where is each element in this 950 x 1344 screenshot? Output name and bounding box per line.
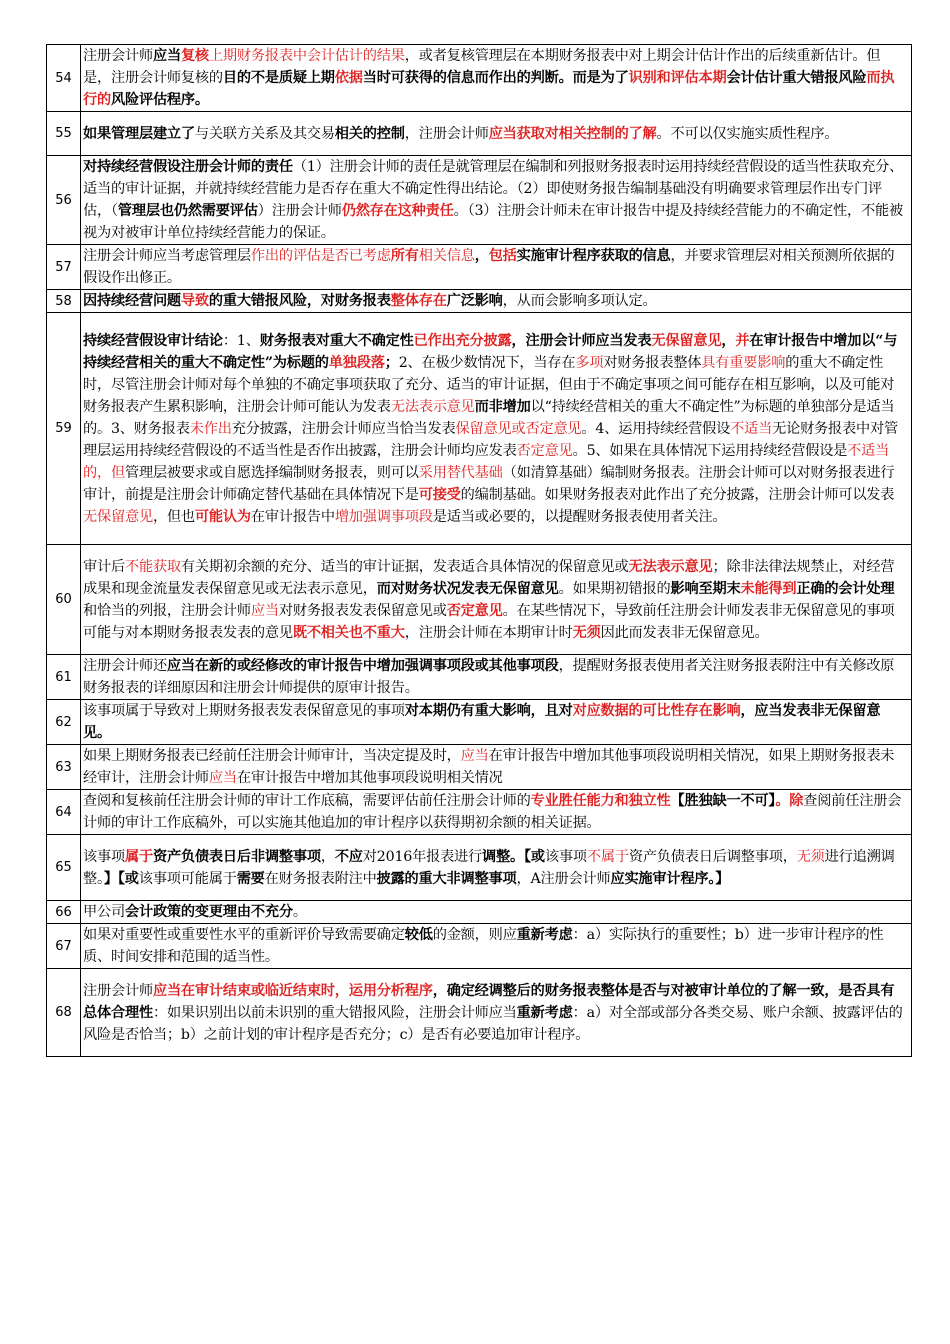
emphasis-text: 多项 (575, 354, 604, 371)
emphasis-text: 会计政策的变更理由不充分 (124, 904, 293, 920)
table-row (47, 835, 912, 901)
row-text (81, 700, 912, 745)
text-segment: 甲公司 (83, 904, 125, 920)
emphasis-text: 可能认为 (194, 508, 251, 525)
text-segment: 的重大不确定性时，尽管注册会计师对每个单独的不确定事项获取了充分、适当的审计证据，但由于不确定事项之间可能存在相互影响，以及可能对财务报表产生累积影响，注册会计师可能认为发表 (83, 354, 895, 415)
emphasis-text: 需要 (236, 870, 265, 887)
text-segment: 对财务报表整体 (603, 354, 702, 371)
emphasis-text: 。除 (775, 793, 804, 809)
emphasis-text: 不属于 (586, 848, 629, 865)
text-segment: 审计后 (83, 558, 125, 575)
emphasis-text: 无法表示意见 (628, 558, 713, 575)
text-segment: 该事项 (544, 848, 587, 865)
emphasis-text: 增加强调事项段 (334, 508, 433, 525)
row-text (81, 835, 912, 901)
text-segment: 。在某些情况下，导致前任注册会计师发表非无保留意见的事项可能与对本期财务报表发表的意见 (83, 602, 895, 641)
row-text (81, 545, 912, 655)
text-segment: 2、在极少数情况下，当存在 (398, 354, 576, 371)
row-number: 57 (47, 245, 81, 290)
emphasis-text: 【胜独缺一不可】 (670, 793, 776, 809)
row-text-content (83, 655, 908, 699)
row-number: 54 (47, 45, 81, 112)
emphasis-text: 调整 (482, 848, 511, 865)
row-text (81, 790, 912, 835)
row-text-content (83, 846, 908, 890)
row-text (81, 924, 912, 969)
emphasis-text: 风险评估程序。 (110, 92, 209, 108)
text-segment: ，但也 (152, 508, 195, 525)
emphasis-text: 当时可获得的信息而作出的判断。 (362, 70, 573, 86)
emphasis-text: ， (721, 332, 736, 349)
row-text (81, 156, 912, 245)
text-segment: 。 (292, 904, 307, 920)
text-segment: ， (320, 848, 335, 865)
text-segment: ，注册会计师在本期审计时 (404, 624, 573, 641)
emphasis-text: 而是为了 (572, 70, 629, 86)
emphasis-text: 如果管理层建立了 (83, 125, 195, 142)
emphasis-text: 对持续经营假设注册会计师的责任 (83, 159, 293, 175)
emphasis-text: 会计估计重大错报风险 (726, 70, 867, 86)
emphasis-text: 不应 (334, 848, 363, 865)
emphasis-text: 较低 (404, 927, 433, 943)
row-number: 68 (47, 969, 81, 1057)
text-segment: ，注册会计师 (404, 125, 489, 142)
emphasis-text: 保留意见或否定意见 (455, 420, 582, 437)
emphasis-text: 否定意见 (446, 602, 503, 619)
row-text-content (83, 330, 908, 528)
emphasis-text: ； (384, 354, 399, 371)
emphasis-text: 所有 (390, 248, 419, 264)
table-row (47, 924, 912, 969)
emphasis-text: 作出的评估是否已考虑 (250, 248, 391, 264)
text-segment: ，提醒财务报表使用者关注财务报表附注中有关修改原财务报表的详细原因和注册会计师提供的原审计报告。 (83, 658, 895, 696)
text-segment: 有关期初余额的充分、适当的审计证据，发表适合具体情况的保留意见或 (180, 558, 629, 575)
text-segment: ；除非法律法规禁止，对经营成果和现金流量发表保留意见或无法表示意见， (83, 558, 895, 597)
emphasis-text: 专业胜任能力和独立性 (530, 793, 671, 809)
table-row (47, 655, 912, 700)
text-segment: ，从而会影响多项认定。 (502, 293, 657, 309)
emphasis-text: 因持续经营问题 (83, 293, 181, 309)
emphasis-text: 而对财务状况发表无保留意见 (376, 580, 559, 597)
emphasis-text: 无须 (572, 624, 601, 641)
emphasis-text: 对应数据的可比性存在影响 (572, 703, 741, 719)
emphasis-text: 的重大错报风险，对财务报表 (208, 293, 391, 309)
text-segment: 在审计报告中增加其他事项段说明相关情况，如果上期财务报表未经审计，注册会计师 (83, 748, 895, 786)
row-number: 64 (47, 790, 81, 835)
table-row (47, 313, 912, 545)
emphasis-text: 披露的重大非调整事项 (376, 870, 517, 887)
row-text (81, 112, 912, 156)
emphasis-text: 无保留意见 (83, 508, 153, 525)
emphasis-text: 重新考虑 (516, 927, 573, 943)
emphasis-text: 既不相关也不重大 (292, 624, 405, 641)
table-row (47, 969, 912, 1057)
row-number: 59 (47, 313, 81, 545)
text-segment: 在审计报告中增加其他事项段说明相关情况 (236, 770, 503, 786)
emphasis-text: 并 (735, 332, 750, 349)
text-segment: ，并要求管理层对相关预测所依据的假设作出修正。 (83, 248, 895, 286)
row-number: 55 (47, 112, 81, 156)
text-segment: 注册会计师还 (83, 658, 167, 674)
text-segment: ，A注册会计师 (516, 870, 611, 887)
emphasis-text: 】【或 (103, 870, 139, 887)
row-text (81, 245, 912, 290)
emphasis-text: 管理层也仍然需要评估 (117, 203, 258, 219)
emphasis-text: 广泛影响 (446, 293, 503, 309)
text-segment: 管理层被要求或自愿选择编制财务报表，则可以 (124, 464, 419, 481)
table-row (47, 545, 912, 655)
text-segment: 注册会计师 (83, 48, 153, 64)
emphasis-text: 应当在审计结束或临近结束时，运用分析程序 (152, 982, 433, 999)
emphasis-text: 重新考虑 (516, 1004, 573, 1021)
row-text-content (83, 45, 908, 111)
row-number: 58 (47, 290, 81, 313)
text-segment: 对2016年报表进行 (362, 848, 483, 865)
row-number: 60 (47, 545, 81, 655)
table-row (47, 901, 912, 924)
table-row (47, 290, 912, 313)
text-segment: 是适当或必要的，以提醒财务报表使用者关注。 (432, 508, 727, 525)
row-text-content (83, 790, 908, 834)
text-segment: 注册会计师应当考虑管理层 (83, 248, 251, 264)
table-row (47, 700, 912, 745)
text-segment: 。（3）注册会计师未在审计报告中提及持续经营能力的不确定性，不能被视为对被审计单位持续经营能力的保证。 (83, 203, 903, 241)
row-number: 63 (47, 745, 81, 790)
row-text-content (83, 123, 908, 145)
emphasis-text: 无须 (796, 848, 825, 865)
text-segment: （1）注册会计师的责任是就管理层在编制和列报财务报表时运用持续经营假设的适当性获取充分、适当的审计证据，并就持续经营能力是否存在重大不确定性得出结论。（2）即使财务报告编制基础没有明确要求管理层作出专门评估，（ (83, 159, 904, 219)
text-segment: 。不可以仅实施实质性程序。 (656, 125, 839, 142)
table-row (47, 156, 912, 245)
row-number: 56 (47, 156, 81, 245)
emphasis-text: 依据 (334, 70, 363, 86)
emphasis-text: 。】 (708, 870, 730, 887)
text-segment: 。5、如果在具体情况下运用持续经营假设是 (572, 442, 848, 459)
text-segment: 在财务报表附注中 (264, 870, 377, 887)
emphasis-text: 可接受 (418, 486, 461, 503)
row-text-content (83, 901, 908, 923)
row-number: 61 (47, 655, 81, 700)
emphasis-text: 实施审计程序获取的信息 (516, 248, 671, 264)
row-text (81, 290, 912, 313)
emphasis-text: 识别和评估本期 (628, 70, 727, 86)
emphasis-text: 应实施审计程序 (610, 870, 709, 887)
notes-table (46, 44, 912, 1057)
text-segment: ：1、 (222, 332, 260, 349)
row-text-content (83, 290, 908, 312)
row-text (81, 901, 912, 924)
emphasis-text: 应当获取对相关控制的了解 (488, 125, 657, 142)
emphasis-text: 资产负债表日后非调整事项 (152, 848, 321, 865)
emphasis-text: 应当 (152, 48, 181, 64)
row-text-content (83, 245, 908, 289)
emphasis-text: 采用替代基础 (418, 464, 503, 481)
emphasis-text: 而执行的 (83, 70, 895, 108)
emphasis-text: 属于 (124, 848, 153, 865)
text-segment: 。4、运用持续经营假设 (581, 420, 731, 437)
emphasis-text: 无法表示意见 (390, 398, 475, 415)
row-text (81, 45, 912, 112)
emphasis-text: 应当 (460, 748, 489, 764)
row-number: 67 (47, 924, 81, 969)
text-segment: 的编制基础。如果财务报表对此作出了充分披露，注册会计师可以发表 (460, 486, 895, 503)
row-text (81, 655, 912, 700)
emphasis-text: 仍然存在这种责任 (341, 203, 454, 219)
text-segment: ：a）对全部或部分各类交易、账户余额、披露评估的风险是否恰当；b）之前计划的审计程序是否充分；c）是否有必要追加审计程序。 (83, 1004, 903, 1043)
emphasis-text: 相关的控制 (334, 125, 405, 142)
text-segment: 与关联方关系及其交易 (194, 125, 335, 142)
emphasis-text: 不能获取 (124, 558, 181, 575)
text-segment: ）注册会计师 (257, 203, 342, 219)
text-segment: ：如果识别出以前未识别的重大错报风险，注册会计师应当 (152, 1004, 517, 1021)
text-segment: 查阅前任注册会计师的审计工作底稿外，可以实施其他追加的审计程序以获得期初余额的相关证据。 (83, 793, 902, 831)
row-number: 65 (47, 835, 81, 901)
emphasis-text: 对本期仍有重大影响，且对 (404, 703, 573, 719)
text-segment: 该事项属于导致对上期财务报表发表保留意见的事项 (83, 703, 405, 719)
text-segment: 。如果期初错报的 (558, 580, 671, 597)
text-segment: 进行追溯调整。 (83, 848, 895, 887)
row-text-content (83, 156, 908, 244)
notes-table-body (47, 45, 912, 1057)
table-row (47, 790, 912, 835)
row-text-content (83, 745, 908, 789)
emphasis-text: 目的不是质疑上期 (222, 70, 335, 86)
emphasis-text: ，应当发表非无保留意见。 (83, 703, 881, 741)
emphasis-text: 无保留意见 (651, 332, 722, 349)
table-row (47, 745, 912, 790)
emphasis-text: 未作出 (189, 420, 232, 437)
emphasis-text: 导致 (180, 293, 209, 309)
emphasis-text: 在审计报告中增加以“与持续经营相关的重大不确定性”为标题的 (83, 332, 898, 371)
text-segment: 因此而发表非无保留意见。 (600, 624, 769, 641)
text-segment: 的金额，则应 (432, 927, 517, 943)
row-text (81, 969, 912, 1057)
row-text-content (83, 980, 908, 1046)
row-text-content (83, 924, 908, 968)
emphasis-text: 具有重要影响 (701, 354, 786, 371)
emphasis-text: 财务报表对重大不确定性 (259, 332, 414, 349)
emphasis-text: 不适当 (730, 420, 773, 437)
emphasis-text: ，确定经调整后的财务报表整体是否与对被审计单位的了解一致，是否具有总体合理性 (83, 982, 895, 1021)
text-segment: 该事项可能属于 (138, 870, 237, 887)
row-number: 66 (47, 901, 81, 924)
text-segment: ，或者复核管理层在本期财务报表中对上期会计估计作出的后续重新估计。但是，注册会计师复核的 (83, 48, 881, 86)
emphasis-text: 相关信息 (418, 248, 475, 264)
row-text (81, 745, 912, 790)
row-text-content (83, 700, 908, 744)
text-segment: ：a）实际执行的重要性；b）进一步审计程序的性质、时间安排和范围的适当性。 (83, 927, 884, 965)
row-text (81, 313, 912, 545)
table-row (47, 112, 912, 156)
text-segment: 如果上期财务报表已经前任注册会计师审计，当决定提及时， (83, 748, 461, 764)
emphasis-text: 已作出充分披露 (413, 332, 512, 349)
emphasis-text: 影响至期末 (670, 580, 741, 597)
emphasis-text: 。【或 (510, 848, 545, 865)
emphasis-text: 应当 (250, 602, 279, 619)
emphasis-text: 否定意见 (516, 442, 573, 459)
text-segment: 资产负债表日后调整事项， (628, 848, 797, 865)
text-segment: 如果对重要性或重要性水平的重新评价导致需要确定 (83, 927, 405, 943)
emphasis-text: 未能得到 (740, 580, 797, 597)
emphasis-text: 应当在新的或经修改的审计报告中增加强调事项段或其他事项段 (166, 658, 559, 674)
emphasis-text: 而非增加 (474, 398, 531, 415)
text-segment: 查阅和复核前任注册会计师的审计工作底稿，需要评估前任注册会计师的 (83, 793, 531, 809)
emphasis-text: 复核 (180, 48, 209, 64)
text-segment: 无论财务报表中对管理层运用持续经营假设的不适当性是否作出披露，注册会计师均应发表 (83, 420, 898, 459)
text-segment: 该事项 (83, 848, 125, 865)
emphasis-text: 持续经营假设审计结论 (83, 332, 223, 349)
row-text-content (83, 556, 908, 644)
emphasis-text: ，注册会计师应当发表 (511, 332, 652, 349)
text-segment: （如清算基础）编制财务报表。注册会计师可以对财务报表进行审计，前提是注册会计师确定替代基础在具体情况下是 (83, 464, 895, 503)
emphasis-text: 单独段落 (328, 354, 385, 371)
emphasis-text: 正确的会计处理 (796, 580, 895, 597)
row-number: 62 (47, 700, 81, 745)
table-row (47, 45, 912, 112)
emphasis-text: 包括 (488, 248, 517, 264)
text-segment: 在审计报告中 (250, 508, 335, 525)
text-segment: 注册会计师 (83, 982, 153, 999)
text-segment: 以“持续经营相关的重大不确定性”为标题的单独部分是适当的。3、财务报表 (83, 398, 895, 437)
emphasis-text: 不适当的，但 (83, 442, 890, 481)
emphasis-text: 上期财务报表中会计估计的结果 (208, 48, 405, 64)
text-segment: 对财务报表发表保留意见或 (278, 602, 447, 619)
emphasis-text: ， (474, 248, 489, 264)
table-row (47, 245, 912, 290)
text-segment: 充分披露，注册会计师应当恰当发表 (231, 420, 456, 437)
text-segment: 和恰当的列报，注册会计师 (83, 602, 251, 619)
emphasis-text: 整体存在 (390, 293, 447, 309)
emphasis-text: 应当 (208, 770, 237, 786)
